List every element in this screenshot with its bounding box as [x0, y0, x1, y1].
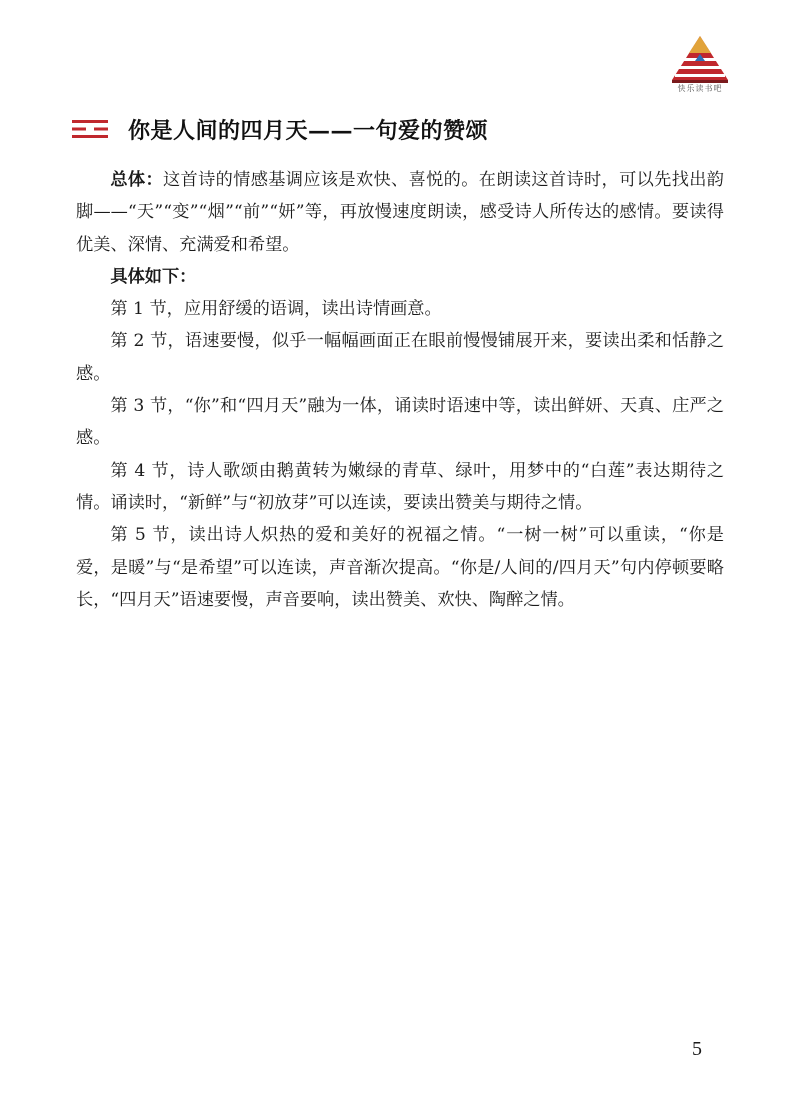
heading-lines-icon	[72, 119, 108, 139]
details-label-paragraph	[76, 261, 724, 293]
section-3-paragraph: 第 3 节，“你”和“四月天”融为一体，诵读时语速中等，读出鲜妍、天真、庄严之感。	[76, 396, 724, 449]
section-5-paragraph: 第 5 节，读出诗人炽热的爱和美好的祝福之情。“一树一树”可以重读，“你是爱，是暖”与“是希望”可以连读，声音渐次提高。“你是/人间的/四月天”句内停顿要略长，“四月天”语速要慢，声音要响，读出赞美、欢快、陶醉之情。	[76, 525, 724, 610]
intro-label: 总体：	[110, 170, 164, 190]
details-label: 具体如下：	[110, 266, 197, 287]
section-heading	[72, 112, 488, 146]
page-number: 5	[692, 1038, 702, 1060]
intro-paragraph	[76, 164, 724, 261]
pyramid-logo-icon	[664, 34, 736, 96]
section-title: 你是人间的四月天——一句爱的赞颂	[128, 117, 489, 144]
body-text	[76, 164, 724, 616]
section-2-paragraph: 第 2 节，语速要慢，似乎一幅幅画面正在眼前慢慢铺展开来，要读出柔和恬静之感。	[76, 331, 724, 384]
section-4-paragraph: 第 4 节，诗人歌颂由鹅黄转为嫩绿的青草、绿叶，用梦中的“白莲”表达期待之情。诵读时，“新鲜”与“初放芽”可以连读，要读出赞美与期待之情。	[76, 460, 724, 513]
logo-caption: 快乐读书吧	[677, 84, 723, 93]
intro-text: 这首诗的情感基调应该是欢快、喜悦的。在朗读这首诗时，可以先找出韵脚——“天”“变”“烟”“前”“妍”等，再放慢速度朗读，感受诗人所传达的感情。要读得优美、深情、充满爱和希望。	[76, 170, 724, 255]
section-1-paragraph: 第 1 节，应用舒缓的语调，读出诗情画意。	[110, 299, 442, 320]
